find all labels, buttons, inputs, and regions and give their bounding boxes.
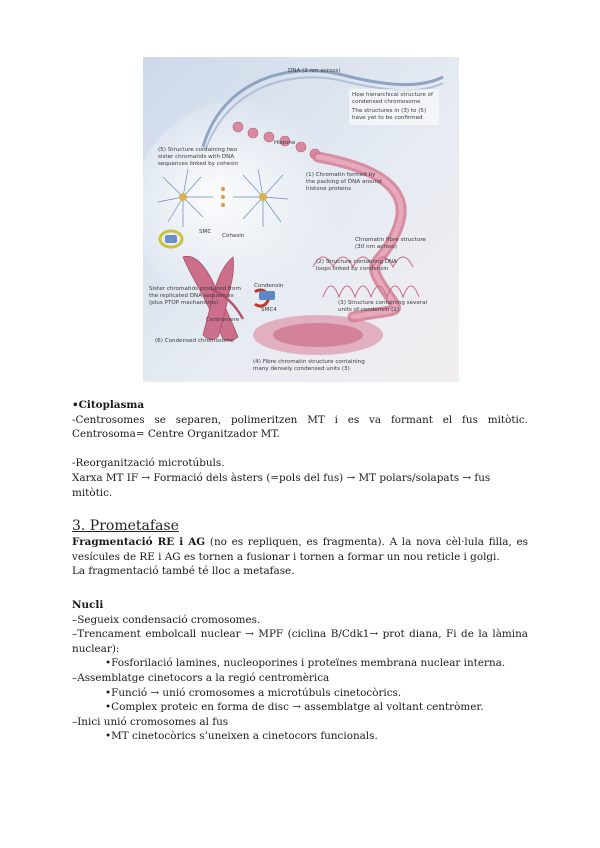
nucli-section: [72, 598, 528, 744]
caption-centromere: Centromere: [206, 317, 240, 323]
fragmentacio-line2: La fragmentació també té lloc a metafase.: [72, 565, 295, 578]
caption-structure5-2: sister chromatids with DNA: [158, 154, 235, 160]
caption-cohesin: Cohesin: [222, 233, 245, 239]
caption-chromatin-1: (1) Chromatin formed by: [306, 172, 376, 178]
caption-hierarchical-4: have yet to be confirmed: [352, 115, 423, 121]
fragmentacio-rest: (no es repliquen, es fragmenta). A la nova cèl·lula filla, es vesícules de RE i AG es tornen a fusionar i tornen a formar un nou reticle i golgi.: [72, 536, 528, 563]
caption-chromatin-3: histone proteins: [306, 186, 352, 192]
nucli-line-1: –Segueix condensació cromosomes.: [72, 613, 261, 626]
caption-structure2-1: (2) Structure containing DNA: [316, 259, 398, 265]
nucli-line-3: –Assemblatge cinetocors a la regió centromèrica: [72, 671, 330, 684]
prometafase-heading: 3. Prometafase: [72, 518, 179, 534]
caption-structure2-2: loops linked by condensin: [316, 266, 389, 272]
caption-chromatin-fibre-2: (30 nm across): [355, 244, 397, 250]
caption-chromatin-2: the packing of DNA around: [306, 179, 382, 185]
chromosome-condensation-figure: [143, 57, 459, 382]
nucli-line-3a: •Funció → unió cromosomes a microtúbuls cinetocòrics.: [105, 686, 402, 699]
citoplasma-section: [72, 398, 528, 500]
fragmentacio-paragraph: [72, 535, 528, 564]
caption-smc: SMC: [199, 229, 212, 235]
caption-structure3-2: units of condensin (2): [338, 307, 399, 313]
caption-structure4-2: many densely condensed units (3): [253, 366, 350, 372]
caption-sister-produced-1: Sister chromatids produced from: [149, 286, 241, 292]
figure-illustration: [143, 57, 459, 382]
caption-structure4-1: (4) Fibre chromatin structure containing: [253, 359, 365, 365]
citoplasma-para1: -Centrosomes se separen, polimeritzen MT i es va formant el fus mitòtic. Centrosoma= Centre Organitzador MT.: [72, 413, 528, 441]
caption-structure3-1: (3) Structure containing several: [338, 300, 428, 306]
nucli-title: Nucli: [72, 599, 104, 611]
caption-hierarchical-2: condensed chromosome: [352, 99, 421, 105]
nucli-line-2a: •Fosforilació lamines, nucleoporines i proteïnes membrana nuclear interna.: [105, 657, 506, 670]
prometafase-section: [72, 517, 528, 579]
caption-dna: DNA (2 nm across): [288, 68, 341, 74]
caption-structure5-1: (5) Structure containing two: [158, 147, 237, 153]
citoplasma-para2b: Xarxa MT IF → Formació dels àsters (=pols del fus) → MT polars/solapats → fus mitòtic.: [72, 471, 491, 499]
caption-sister-produced-3: (plus PTOP mechanisms): [149, 300, 219, 306]
caption-sister-produced-2: the replicated DNA sequences: [149, 293, 234, 299]
nucli-line-4: –Inici unió cromosomes al fus: [72, 715, 229, 728]
nucli-line-2: –Trencament embolcall nuclear → MPF (ciclina B/Cdk1→ prot diana, Fi de la làmina nuclear):: [72, 628, 528, 655]
caption-hierarchical-3: The structures in (3) to (5): [352, 108, 427, 114]
nucli-line-4a: •MT cinetocòrics s’uneixen a cinetocors funcionals.: [105, 730, 378, 743]
nucli-line-3b: •Complex proteic en forma de disc → assemblatge al voltant centròmer.: [105, 701, 484, 714]
caption-histone: Histone: [274, 140, 296, 146]
caption-chromatin-fibre-1: Chromatin fibre structure: [355, 237, 426, 243]
caption-hierarchical-1: How hierarchical structure of: [352, 92, 433, 98]
caption-condensed: (6) Condensed chromosome: [155, 338, 235, 344]
caption-smc4: SMC4: [261, 307, 277, 313]
citoplasma-para2a: -Reorganització microtúbuls.: [72, 457, 225, 470]
caption-condensin: Condensin: [254, 283, 284, 289]
citoplasma-title: •Citoplasma: [72, 399, 145, 411]
caption-structure5-3: sequences linked by cohesin: [158, 161, 239, 167]
fragmentacio-bold: Fragmentació RE i AG: [72, 536, 206, 548]
